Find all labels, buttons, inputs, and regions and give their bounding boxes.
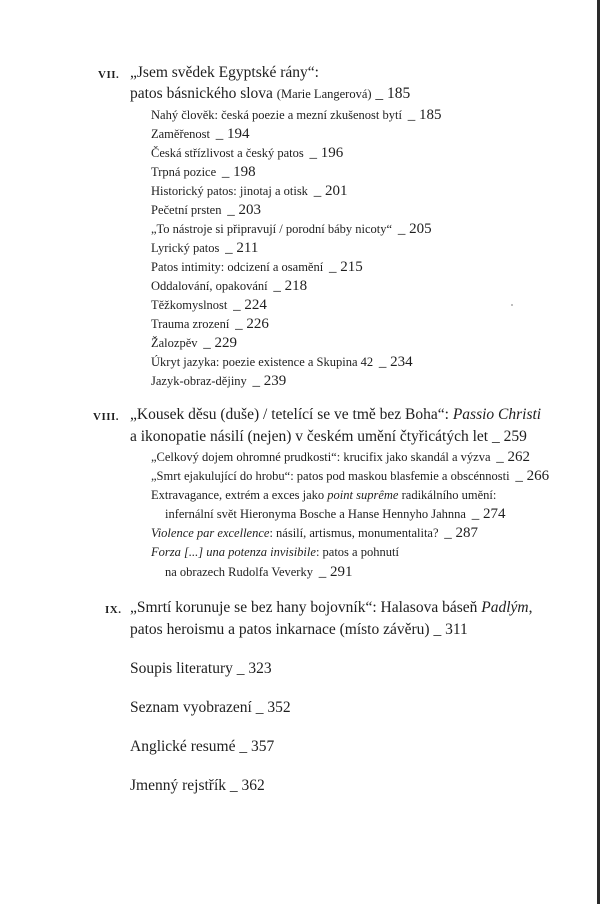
toc-entry: Patos intimity: odcizení a osamění _ 215: [151, 259, 363, 275]
toc-entry: Forza [...] una potenza invisibile: patos a pohnutí: [151, 545, 399, 559]
section-viii-title-line1: „Kousek děsu (duše) / tetelící se ve tmě bez Boha“: Passio Christi: [130, 406, 542, 423]
toc-entry: Trauma zrození _ 226: [151, 316, 269, 332]
toc-entry: Nahý člověk: česká poezie a mezní zkušenost bytí _ 185: [151, 107, 442, 123]
toc-entry: Pečetní prsten _ 203: [151, 202, 261, 218]
toc-entry-bibliography: Soupis literatury _ 323: [130, 660, 272, 677]
section-vii-title-line1: „Jsem svědek Egyptské rány“:: [130, 64, 319, 81]
section-ix-title-line1: „Smrtí korunuje se bez hany bojovník“: Halasova báseň Padlým,: [130, 599, 533, 616]
toc-entry: Zaměřenost _ 194: [151, 126, 250, 142]
toc-entry: Trpná pozice _ 198: [151, 164, 256, 180]
toc-entry: „To nástroje si připravují / porodní báby nicoty“ _ 205: [151, 221, 432, 237]
toc-entry-name-index: Jmenný rejstřík _ 362: [130, 777, 265, 794]
toc-entry: „Celkový dojem ohromné prudkosti“: krucifix jako skandál a výzva _ 262: [151, 449, 530, 465]
toc-entry: Úkryt jazyka: poezie existence a Skupina 42 _ 234: [151, 354, 413, 370]
section-viii-title-line2: a ikonopatie násilí (nejen) v českém umění čtyřicátých let _ 259: [130, 428, 527, 445]
section-ix-title-line2: patos heroismu a patos inkarnace (místo závěru) _ 311: [130, 621, 468, 638]
section-numeral-vii: VII.: [98, 69, 120, 81]
toc-entry: Žalozpěv _ 229: [151, 335, 238, 351]
toc-entry: Česká střízlivost a český patos _ 196: [151, 145, 344, 161]
toc-entry: Těžkomyslnost _ 224: [151, 297, 267, 313]
toc-entry-english-summary: Anglické resumé _ 357: [130, 738, 275, 755]
toc-entry: Jazyk-obraz-dějiny _ 239: [151, 373, 287, 389]
section-numeral-viii: VIII.: [93, 411, 120, 423]
toc-entry: Oddalování, opakování _ 218: [151, 278, 308, 294]
section-numeral-ix: IX.: [105, 604, 122, 616]
toc-entry: „Smrt ejakulující do hrobu“: patos pod maskou blasfemie a obscénnosti _ 266: [151, 468, 550, 484]
toc-entry: Historický patos: jinotaj a otisk _ 201: [151, 183, 348, 199]
section-vii-title-line2: patos básnického slova (Marie Langerová) _ 185: [130, 85, 411, 102]
toc-entry-illustrations: Seznam vyobrazení _ 352: [130, 699, 291, 716]
toc-entry: Extravagance, extrém a exces jako point suprême radikálního umění:: [151, 488, 497, 502]
print-speck: [511, 304, 513, 306]
toc-entry: Violence par excellence: násilí, artismus, monumentalita? _ 287: [151, 525, 479, 541]
toc-entry-continuation: infernální svět Hieronyma Bosche a Hanse Hennyho Jahnna _ 274: [165, 506, 506, 522]
toc-entry-continuation: na obrazech Rudolfa Veverky _ 291: [165, 564, 353, 580]
toc-entry: Lyrický patos _ 211: [151, 240, 259, 256]
